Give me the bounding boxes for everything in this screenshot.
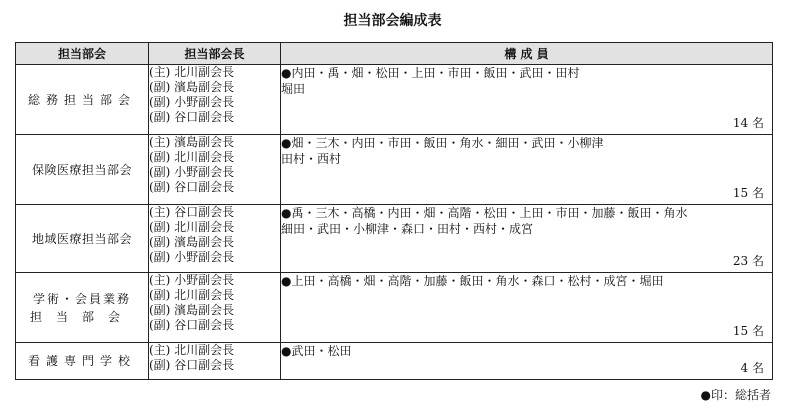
member-count: 15 名 (732, 186, 764, 200)
legend-note: ●印：総括者 (700, 388, 771, 402)
members-cell (281, 273, 773, 343)
table-row (16, 205, 773, 273)
officers-cell (149, 343, 281, 380)
officer: (副) 北川副会長 (149, 288, 235, 302)
officer: (主) 北川副会長 (149, 343, 235, 357)
officer: (副) 小野副会長 (149, 250, 235, 264)
member-list: ●武田・松田 (281, 344, 352, 358)
officer: (副) 濱島副会長 (149, 303, 235, 317)
header-members: 構 成 員 (281, 43, 773, 65)
member-count: 15 名 (732, 324, 764, 338)
section-name: 学術・会員業務 担当部会 (16, 273, 149, 343)
officer: (副) 小野副会長 (149, 165, 235, 179)
officers-cell (149, 205, 281, 273)
officer: (副) 谷口副会長 (149, 318, 235, 332)
officer: (副) 谷口副会長 (149, 110, 235, 124)
officers-cell (149, 65, 281, 135)
section-name: 総務担当部会 (16, 65, 149, 135)
officers-cell (149, 135, 281, 205)
member-list: ●上田・高橋・畑・高階・加藤・飯田・角水・森口・松村・成宮・堀田 (281, 274, 664, 288)
members-cell (281, 135, 773, 205)
member-list: ●禹・三木・高橋・内田・畑・高階・松田・上田・市田・加藤・飯田・角水 細田・武田・小柳津・森口・田村・西村・成宮 (281, 206, 688, 236)
member-count: 23 名 (732, 254, 764, 268)
officer: (主) 小野副会長 (149, 273, 235, 287)
committee-table (15, 42, 773, 380)
member-count: 14 名 (732, 116, 764, 130)
member-list: ●内田・禹・畑・松田・上田・市田・飯田・武田・田村 堀田 (281, 66, 580, 96)
officer: (副) 谷口副会長 (149, 180, 235, 194)
members-cell (281, 205, 773, 273)
table-row (16, 65, 773, 135)
members-cell (281, 343, 773, 380)
table-row (16, 343, 773, 380)
member-count: 4 名 (740, 361, 764, 375)
officer: (副) 濱島副会長 (149, 235, 235, 249)
officers-cell (149, 273, 281, 343)
page-title: 担当部会編成表 (343, 13, 442, 29)
officer: (主) 谷口副会長 (149, 205, 235, 219)
header-section: 担当部会 (16, 43, 149, 65)
officer: (副) 小野副会長 (149, 95, 235, 109)
section-name: 保険医療担当部会 (16, 135, 149, 205)
officer: (副) 谷口副会長 (149, 358, 235, 372)
officer: (副) 濱島副会長 (149, 80, 235, 94)
table-row (16, 135, 773, 205)
officer: (主) 濱島副会長 (149, 135, 235, 149)
officer: (副) 北川副会長 (149, 220, 235, 234)
member-list: ●畑・三木・内田・市田・飯田・角水・細田・武田・小柳津 田村・西村 (281, 136, 604, 166)
officer: (副) 北川副会長 (149, 150, 235, 164)
table-header-row (16, 43, 773, 65)
members-cell (281, 65, 773, 135)
header-chairs: 担当部会長 (149, 43, 281, 65)
officer: (主) 北川副会長 (149, 65, 235, 79)
table-row (16, 273, 773, 343)
section-name: 看護専門学校 (16, 343, 149, 380)
section-name: 地域医療担当部会 (16, 205, 149, 273)
